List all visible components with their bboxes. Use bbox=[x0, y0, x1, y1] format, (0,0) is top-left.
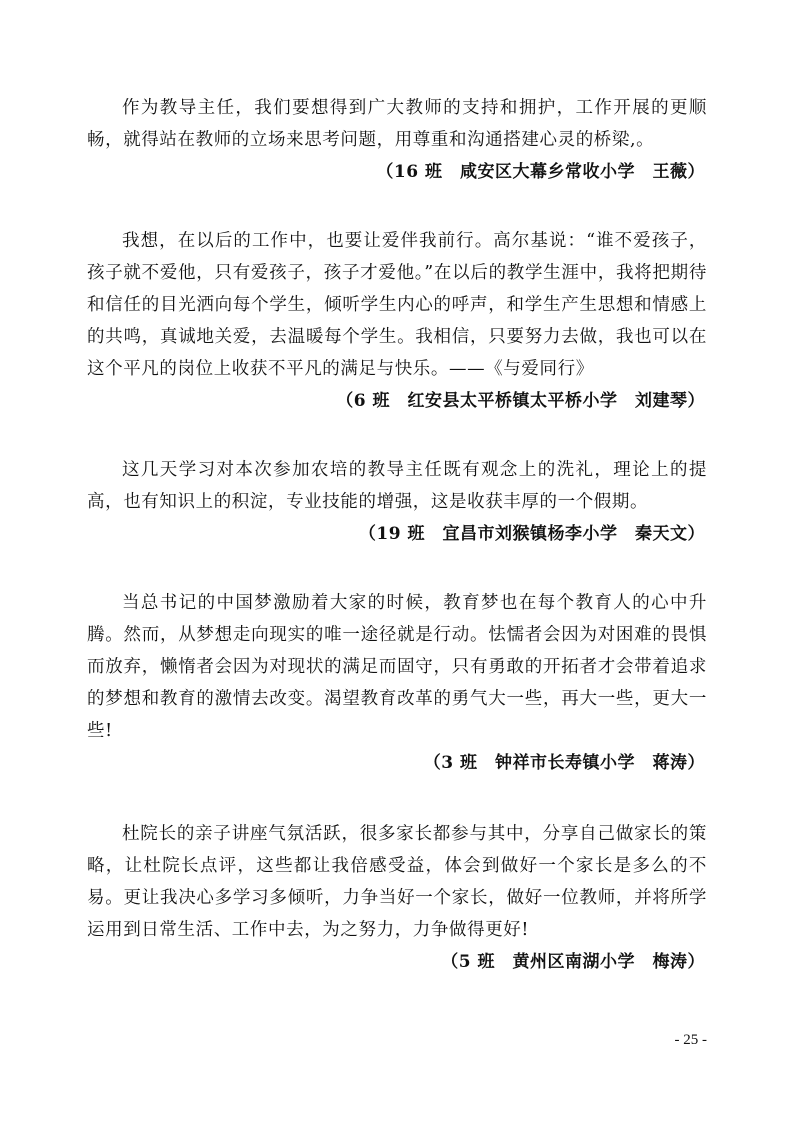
reflection-text: 作为教导主任，我们要想得到广大教师的支持和拥护，工作开展的更顺畅，就得站在教师的立场来思考问题，用尊重和沟通搭建心灵的桥梁,。 bbox=[87, 98, 707, 150]
author-signature: （16 班 咸安区大幕乡常收小学 王薇） bbox=[376, 162, 705, 182]
reflection-text: 我想，在以后的工作中，也要让爱伴我前行。高尔基说：“谁不爱孩子，孩子就不爱他，只有爱孩子，孩子才爱他。”在以后的教学生涯中，我将把期待和信任的目光洒向每个学生，倾听学生内心的呼声，和学生产生思想和情感上的共鸣，真诚地关爱，去温暖每个学生。我相信，只要努力去做，我也可以在这个平凡的岗位上收获不平凡的满足与快乐。——《与爱同行》 bbox=[87, 231, 707, 379]
reflection-entry-4 bbox=[87, 587, 707, 779]
author-signature: （5 班 黄州区南湖小学 梅涛） bbox=[441, 952, 705, 972]
reflection-entry-5 bbox=[87, 818, 707, 978]
reflection-text: 杜院长的亲子讲座气氛活跃，很多家长都参与其中，分享自己做家长的策略，让杜院长点评，这些都让我倍感受益，体会到做好一个家长是多么的不易。更让我决心多学习多倾听，力争当好一个家长，做好一位教师，并将所学运用到日常生活、工作中去，为之努力，力争做得更好! bbox=[87, 824, 707, 940]
author-signature: （3 班 钟祥市长寿镇小学 蒋涛） bbox=[423, 753, 705, 773]
reflection-entry-3 bbox=[87, 454, 707, 550]
reflection-entry-2 bbox=[87, 225, 707, 417]
reflection-entry-1 bbox=[87, 92, 707, 188]
reflection-text: 当总书记的中国梦激励着大家的时候，教育梦也在每个教育人的心中升腾。然而，从梦想走向现实的唯一途径就是行动。怯懦者会因为对困难的畏惧而放弃，懒惰者会因为对现状的满足而固守，只有勇敢的开拓者才会带着追求的梦想和教育的激情去改变。渴望教育改革的勇气大一些，再大一些，更大一些! bbox=[87, 593, 707, 741]
reflection-text: 这几天学习对本次参加农培的教导主任既有观念上的洗礼，理论上的提高，也有知识上的积淀，专业技能的增强，这是收获丰厚的一个假期。 bbox=[87, 460, 707, 512]
author-signature: （6 班 红安县太平桥镇太平桥小学 刘建琴） bbox=[336, 391, 705, 411]
page-number: - 25 - bbox=[674, 1032, 707, 1048]
author-signature: （19 班 宜昌市刘猴镇杨李小学 秦天文） bbox=[358, 524, 705, 544]
